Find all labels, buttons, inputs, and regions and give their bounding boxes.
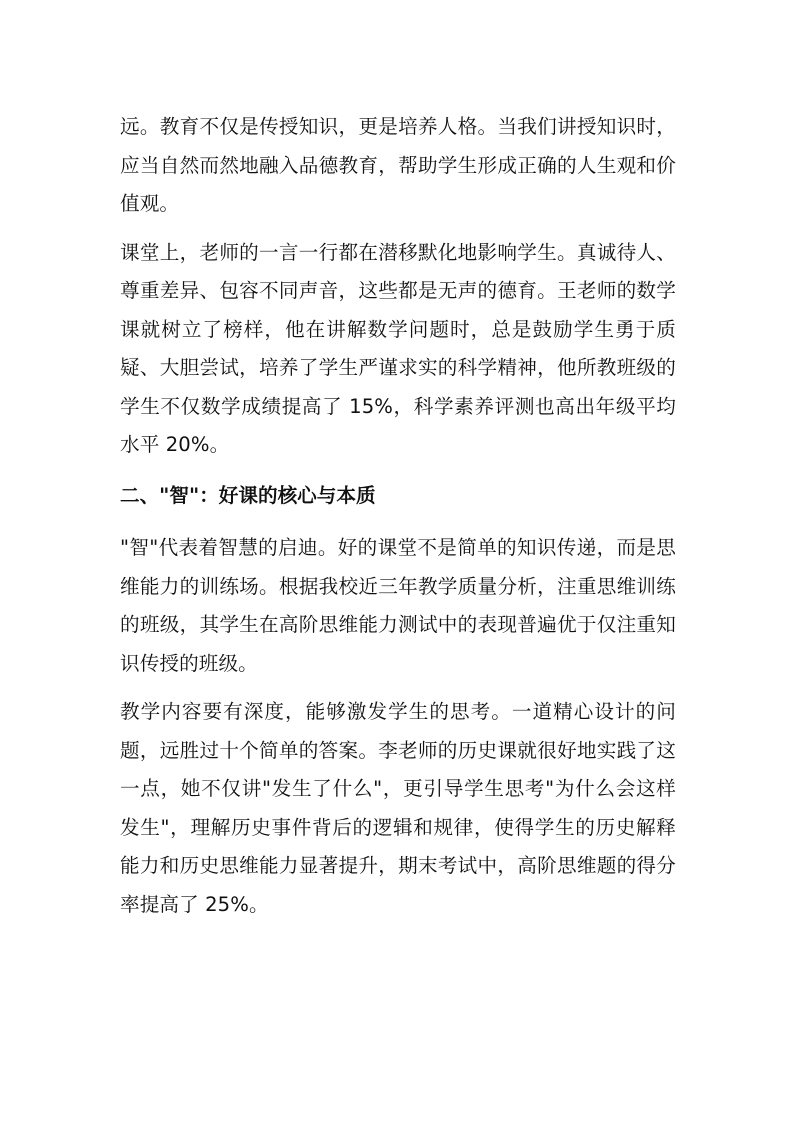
paragraph-teacher-example-math: 课堂上，老师的一言一行都在潜移默化地影响学生。真诚待人、尊重差异、包容不同声音，这些都是无声的德育。王老师的数学课就树立了榜样，他在讲解数学问题时，总是鼓励学生勇于质疑、大胆尝试，培养了学生严谨求实的科学精神，他所教班级的学生不仅数学成绩提高了 15%，科学素养评测也高出年级平均水平 20%。 <box>120 240 676 456</box>
document-body <box>120 108 676 924</box>
paragraph-wisdom-definition: "智"代表着智慧的启迪。好的课堂不是简单的知识传递，而是思维能力的训练场。根据我校近三年教学质量分析，注重思维训练的班级，其学生在高阶思维能力测试中的表现普遍优于仅注重知识传授的班级。 <box>120 536 676 675</box>
paragraph-moral-education-continued: 远。教育不仅是传授知识，更是培养人格。当我们讲授知识时，应当自然而然地融入品德教育，帮助学生形成正确的人生观和价值观。 <box>120 115 676 215</box>
section-heading-wisdom: 二、"智"：好课的核心与本质 <box>120 483 376 507</box>
paragraph-teacher-example-history: 教学内容要有深度，能够激发学生的思考。一道精心设计的问题，远胜过十个简单的答案。李老师的历史课就很好地实践了这一点，她不仅讲"发生了什么"，更引导学生思考"为什么会这样发生"，理解历史事件背后的逻辑和规律，使得学生的历史解释能力和历史思维能力显著提升，期末考试中，高阶思维题的得分率提高了 25%。 <box>120 700 676 916</box>
